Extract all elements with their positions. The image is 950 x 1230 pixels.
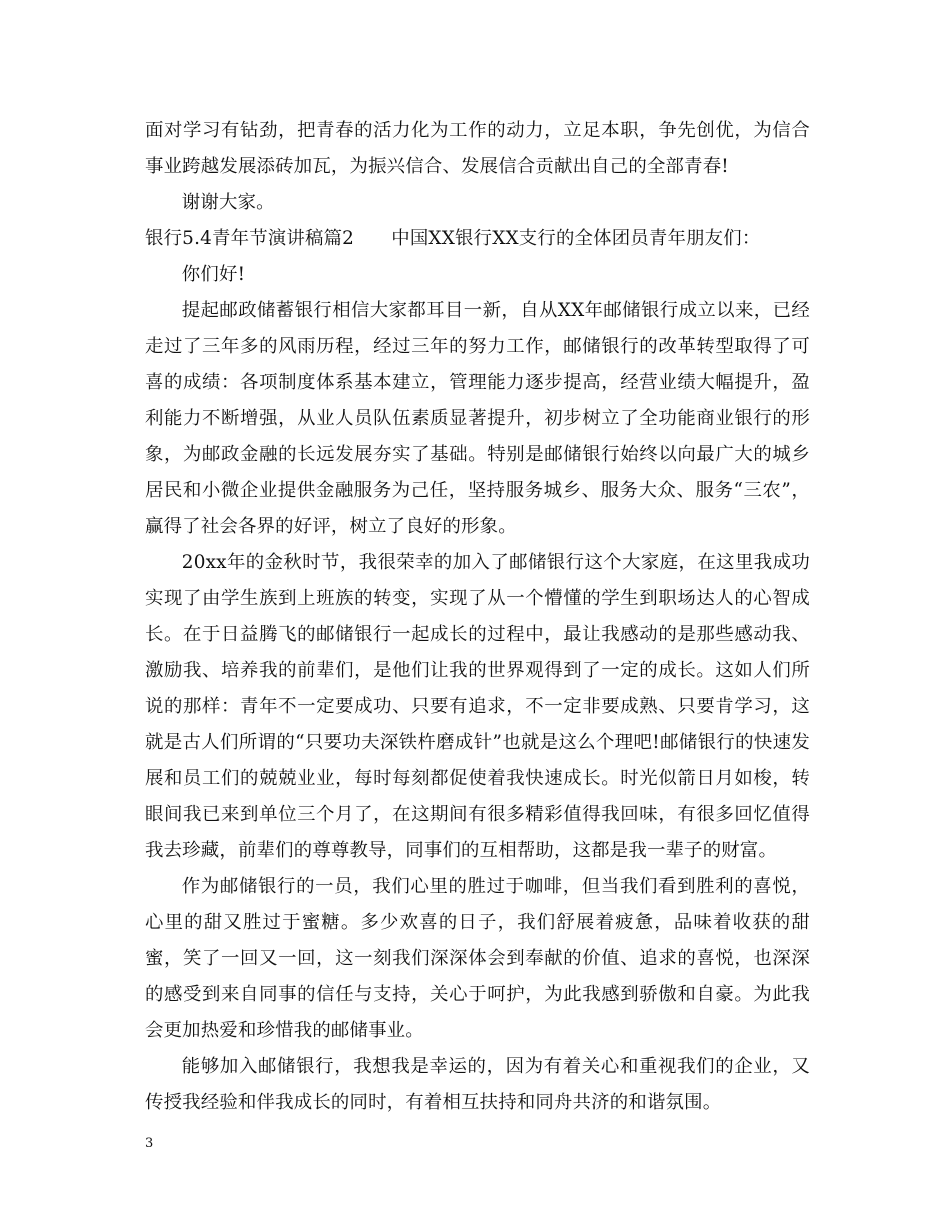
paragraph-3-heading: 银行5.4青年节演讲稿篇2 中国XX银行XX支行的全体团员青年朋友们： xyxy=(145,228,761,249)
paragraph-2: 谢谢大家。 xyxy=(181,192,275,213)
paragraph-1: 面对学习有钻劲，把青春的活力化为工作的动力，立足本职，争先创优，为信合事业跨越发展添砖加瓦，为振兴信合、发展信合贡献出自己的全部青春! xyxy=(145,120,810,177)
paragraph-4: 你们好! xyxy=(181,264,246,285)
page-number: 3 xyxy=(145,1136,154,1151)
paragraph-5: 提起邮政储蓄银行相信大家都耳目一新，自从XX年邮储银行成立以来，已经走过了三年多的风雨历程，经过三年的努力工作，邮储银行的改革转型取得了可喜的成绩：各项制度体系基本建立，管理能力逐步提高，经营业绩大幅提升，盈利能力不断增强，从业人员队伍素质显著提升，初步树立了全功能商业银行的形象，为邮政金融的长远发展夯实了基础。特别是邮储银行始终以向最广大的城乡居民和小微企业提供金融服务为己任，坚持服务城乡、服务大众、服务“三农”，赢得了社会各界的好评，树立了良好的形象。 xyxy=(145,300,810,537)
document-body xyxy=(145,113,810,1121)
paragraph-8: 能够加入邮储银行，我想我是幸运的，因为有着关心和重视我们的企业，又传授我经验和伴我成长的同时，有着相互扶持和同舟共济的和谐氛围。 xyxy=(145,1056,810,1113)
paragraph-6: 20xx年的金秋时节，我很荣幸的加入了邮储银行这个大家庭，在这里我成功实现了由学生族到上班族的转变，实现了从一个懵懂的学生到职场达人的心智成长。在于日益腾飞的邮储银行一起成长的过程中，最让我感动的是那些感动我、激励我、培养我的前辈们，是他们让我的世界观得到了一定的成长。这如人们所说的那样：青年不一定要成功、只要有追求，不一定非要成熟、只要肯学习，这就是古人们所谓的“只要功夫深铁杵磨成针”也就是这么个理吧!邮储银行的快速发展和员工们的兢兢业业，每时每刻都促使着我快速成长。时光似箭日月如梭，转眼间我已来到单位三个月了，在这期间有很多精彩值得我回味，有很多回忆值得我去珍藏，前辈们的尊尊教导，同事们的互相帮助，这都是我一辈子的财富。 xyxy=(145,552,810,861)
paragraph-7: 作为邮储银行的一员，我们心里的胜过于咖啡，但当我们看到胜利的喜悦，心里的甜又胜过于蜜糖。多少欢喜的日子，我们舒展着疲惫，品味着收获的甜蜜，笑了一回又一回，这一刻我们深深体会到奉献的价值、追求的喜悦，也深深的感受到来自同事的信任与支持，关心于呵护，为此我感到骄傲和自豪。为此我会更加热爱和珍惜我的邮储事业。 xyxy=(145,876,810,1041)
